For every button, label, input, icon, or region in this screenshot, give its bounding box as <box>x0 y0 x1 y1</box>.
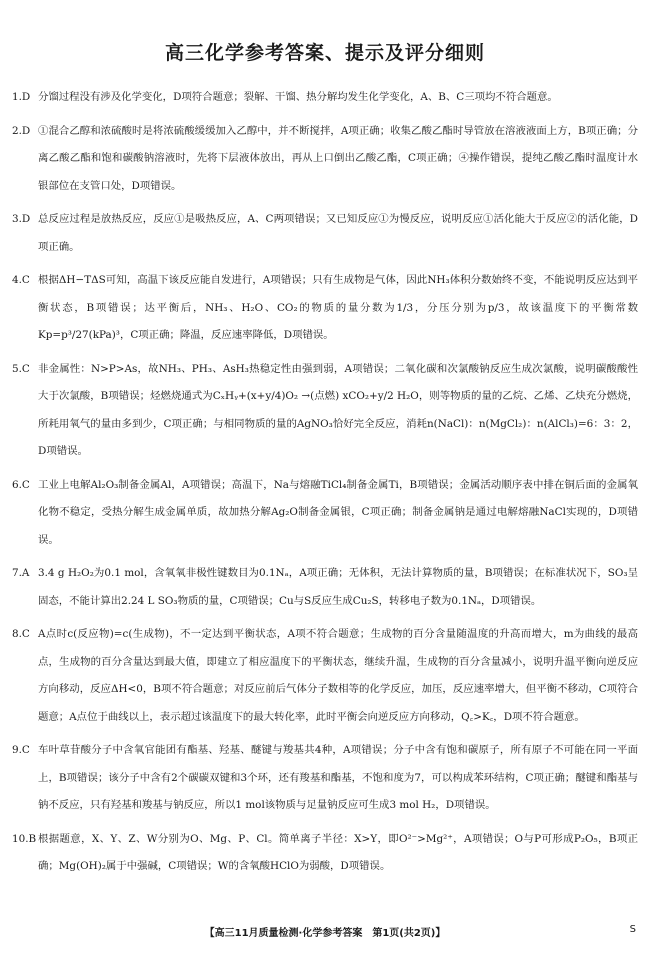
answer-item-2 <box>12 118 638 201</box>
answer-item-5 <box>12 356 638 466</box>
answer-explanation: A点时c(反应物)=c(生成物)，不一定达到平衡状态，A项不符合题意；生成物的百分含量随温度的升高而增大，m为曲线的最高点，生成物的百分含量达到最大值，即建立了相应温度下的平衡状态，继续升温，生成物的百分含量减小，说明升温平衡向逆反应方向移动，反应ΔH<0，B项不符合题意；对反应前后气体分子数相等的化学反应，加压，反应速率增大，但平衡不移动，C项符合题意；A点位于曲线以上，表示超过该温度下的最大转化率，此时平衡会向逆反应方向移动，Q꜀>K꜀，D项不符合题意。 <box>38 628 638 723</box>
answer-item-3 <box>12 206 638 261</box>
answer-item-1 <box>12 84 638 112</box>
answer-number: 7.A <box>12 567 30 579</box>
answer-explanation: 工业上电解Al₂O₃制备金属Al，A项错误；高温下，Na与熔融TiCl₄制备金属Ti，B项错误；金属活动顺序表中排在铜后面的金属氧化物不稳定，受热分解生成金属单质，故加热分解Ag₂O制备金属银，C项正确；制备金属钠是通过电解熔融NaCl实现的，D项错误。 <box>38 478 638 546</box>
answer-number: 3.D <box>12 213 31 225</box>
answer-number: 9.C <box>12 744 30 756</box>
answer-number: 10.B <box>12 832 37 845</box>
answer-item-8 <box>12 621 638 731</box>
answer-number: 8.C <box>12 628 30 640</box>
answer-number: 4.C <box>12 274 30 286</box>
answer-item-6 <box>12 472 638 555</box>
answer-item-9 <box>12 737 638 820</box>
answer-explanation: 根据题意，X、Y、Z、W分别为O、Mg、P、Cl。简单离子半径：X>Y，即O²⁻>Mg²⁺，A项错误；O与P可形成P₂O₅，B项正确；Mg(OH)₂属于中强碱，C项错误；W的含氧酸HClO为弱酸，D项错误。 <box>38 832 638 872</box>
answer-number: 1.D <box>12 91 31 103</box>
answer-number: 5.C <box>12 362 30 375</box>
answer-list <box>12 84 638 881</box>
answer-explanation: 非金属性：N>P>As，故NH₃、PH₃、AsH₃热稳定性由强到弱，A项错误；二氧化碳和次氯酸钠反应生成次氯酸，说明碳酸酸性大于次氯酸，B项错误；烃燃烧通式为CₓHᵧ+(x+y/4)O₂ →(点燃) xCO₂+y/2 H₂O，则等物质的量的乙烷、乙烯、乙炔充分燃烧，所耗用氧气的量由多到少，C项正确；与相同物质的量的AgNO₃恰好完全反应，消耗n(NaCl)：n(MgCl₂)：n(AlCl₃)=6：3：2，D项错误。 <box>38 362 638 457</box>
footer-code: S <box>629 924 636 935</box>
page-title: 高三化学参考答案、提示及评分细则 <box>164 42 485 64</box>
page-footer: 【高三11月质量检测·化学参考答案 第1页(共2页)】 <box>204 928 446 939</box>
answer-explanation: 3.4 g H₂O₂为0.1 mol，含氧氧非极性键数目为0.1Nₐ，A项正确；无体积，无法计算物质的量，B项错误；在标准状况下，SO₃呈固态，不能计算出2.24 L SO₃物质的量，C项错误；Cu与S反应生成Cu₂S，转移电子数为0.1Nₐ，D项错误。 <box>38 567 638 607</box>
answer-explanation: ①混合乙醇和浓硫酸时是将浓硫酸缓缓加入乙醇中，并不断搅拌，A项正确；收集乙酸乙酯时导管放在溶液液面上方，B项正确；分离乙酸乙酯和饱和碳酸钠溶液时，先将下层液体放出，再从上口倒出乙酸乙酯，C项正确；④操作错误，提纯乙酸乙酯时温度计水银部位在支管口处，D项错误。 <box>38 124 638 192</box>
answer-number: 6.C <box>12 478 30 491</box>
answer-explanation: 根据ΔH−TΔS可知，高温下该反应能自发进行，A项错误；只有生成物是气体，因此NH₃体积分数始终不变，不能说明反应达到平衡状态，B项错误；达平衡后，NH₃、H₂O、CO₂的物质的量分数为1/3，分压分别为p/3，故该温度下的平衡常数Kp=p³/27(kPa)³，C项正确；降温，反应速率降低，D项错误。 <box>38 274 638 341</box>
answer-number: 2.D <box>12 124 31 137</box>
answer-explanation: 分馏过程没有涉及化学变化，D项符合题意；裂解、干馏、热分解均发生化学变化，A、B、C三项均不符合题意。 <box>38 91 558 103</box>
answer-explanation: 总反应过程是放热反应，反应①是吸热反应，A、C两项错误；又已知反应①为慢反应，说明反应①活化能大于反应②的活化能，D项正确。 <box>38 213 638 253</box>
answer-item-7 <box>12 560 638 615</box>
answer-item-4 <box>12 267 638 350</box>
answer-item-10 <box>12 826 638 881</box>
answer-explanation: 车叶草苷酸分子中含氧官能团有酯基、羟基、醚键与羧基共4种，A项错误；分子中含有饱和碳原子，所有原子不可能在同一平面上，B项错误；该分子中含有2个碳碳双键和3个环，还有羧基和酯基，不饱和度为7，可以构成苯环结构，C项正确；醚键和酯基与钠不反应，只有羟基和羧基与钠反应，所以1 mol该物质与足量钠反应可生成3 mol H₂，D项错误。 <box>38 744 638 811</box>
